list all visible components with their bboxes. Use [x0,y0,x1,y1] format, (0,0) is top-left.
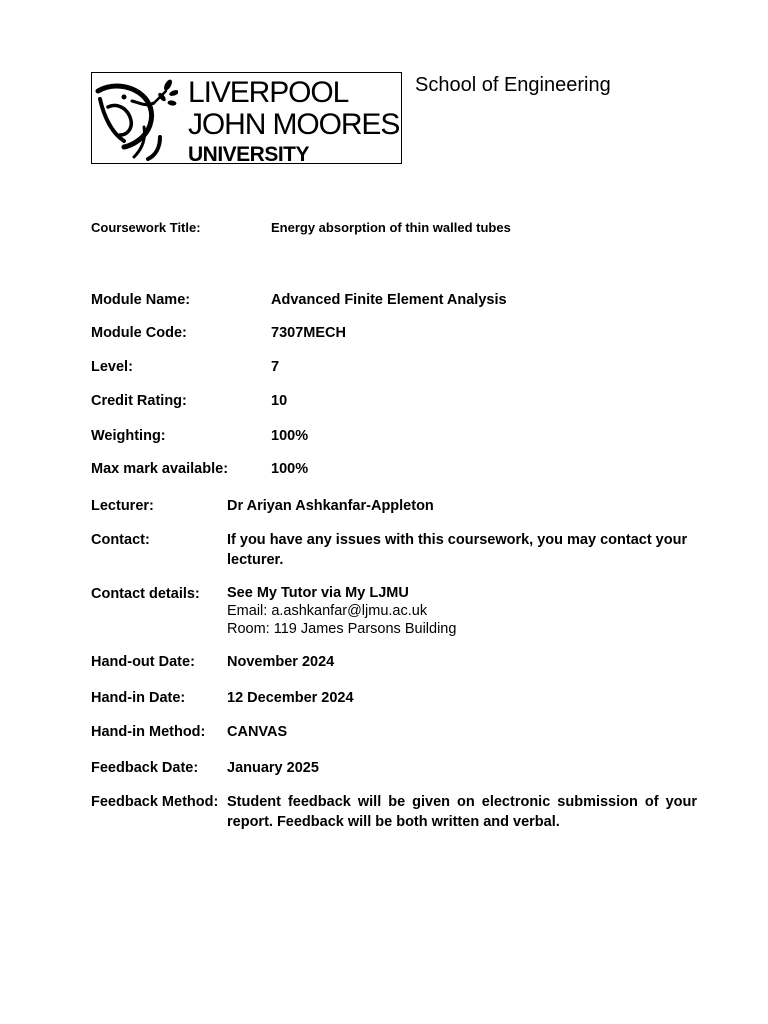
level-value: 7 [271,359,280,375]
liver-bird-icon [94,77,178,161]
school-name: School of Engineering [415,74,611,96]
hand-out-date-value: November 2024 [227,654,335,670]
module-code-value: 7307MECH [271,325,346,341]
max-mark-value: 100% [271,461,309,477]
hand-in-method-value: CANVAS [227,724,288,740]
university-logo [91,72,402,164]
logo-line-john-moores: JOHN MOORES [188,108,400,141]
module-name-label: Module Name: [91,292,191,308]
feedback-method-label: Feedback Method: [91,794,219,810]
feedback-date-label: Feedback Date: [91,760,199,776]
module-name-value: Advanced Finite Element Analysis [271,292,507,308]
module-code-label: Module Code: [91,325,187,341]
lecturer-label: Lecturer: [91,498,154,514]
max-mark-label: Max mark available: [91,461,229,477]
coursework-title-label: Coursework Title: [91,220,201,235]
weighting-label: Weighting: [91,428,166,444]
logo-line-university: UNIVERSITY [188,143,310,166]
coursework-title-value: Energy absorption of thin walled tubes [271,220,511,235]
lecturer-value: Dr Ariyan Ashkanfar-Appleton [227,498,434,514]
credit-rating-label: Credit Rating: [91,393,187,409]
contact-details-label: Contact details: [91,586,200,602]
feedback-method-value: Student feedback will be given on electronic submission of your report. Feedback will be both written and verbal. [227,794,697,830]
contact-value: If you have any issues with this coursework, you may contact your lecturer. [227,532,688,568]
credit-rating-value: 10 [271,393,288,409]
tutor-line: See My Tutor via My LJMU [227,585,409,601]
hand-out-date-label: Hand-out Date: [91,654,195,670]
hand-in-method-label: Hand-in Method: [91,724,206,740]
weighting-value: 100% [271,428,309,444]
feedback-date-value: January 2025 [227,760,319,776]
hand-in-date-value: 12 December 2024 [227,690,354,706]
contact-details-value [227,584,456,638]
hand-in-date-label: Hand-in Date: [91,690,186,706]
logo-line-liverpool: LIVERPOOL [188,76,349,109]
email-line: Email: a.ashkanfar@ljmu.ac.uk [227,603,428,619]
level-label: Level: [91,359,133,375]
room-line: Room: 119 James Parsons Building [227,621,457,637]
logo-wordmark [188,78,399,165]
contact-label: Contact: [91,532,150,548]
